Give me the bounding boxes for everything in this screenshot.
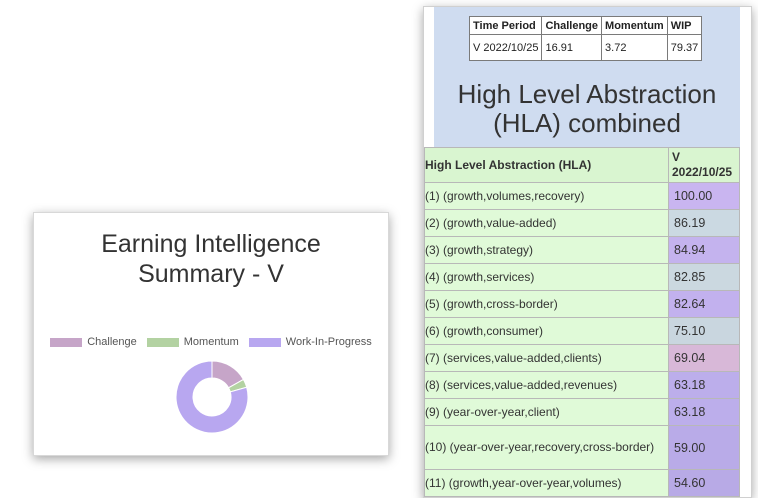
header-challenge: Challenge — [542, 17, 602, 35]
hla-row-name: (4) (growth,services) — [425, 264, 669, 291]
hla-row-name: (11) (growth,year-over-year,volumes) — [425, 470, 669, 497]
hla-row — [425, 237, 740, 264]
legend-swatch-wip — [249, 338, 281, 347]
hla-row — [425, 399, 740, 426]
hla-row — [425, 470, 740, 497]
hla-row — [425, 372, 740, 399]
hla-title — [434, 80, 740, 138]
legend-item-momentum[interactable] — [147, 336, 239, 348]
hla-table-header-row — [425, 148, 740, 183]
time-period-row — [470, 35, 702, 61]
hla-table-body — [425, 183, 740, 497]
hla-row-value: 100.00 — [669, 183, 740, 210]
hla-row-value: 82.85 — [669, 264, 740, 291]
time-period-header-row — [470, 17, 702, 35]
hla-row — [425, 210, 740, 237]
cell-momentum: 3.72 — [602, 35, 668, 61]
date-header-line1: V — [672, 150, 681, 164]
hla-row-name: (7) (services,value-added,clients) — [425, 345, 669, 372]
legend-label-momentum: Momentum — [183, 336, 239, 348]
hla-row-value: 63.18 — [669, 399, 740, 426]
hla-row-name: (10) (year-over-year,recovery,cross-border) — [425, 426, 669, 470]
hla-row-value: 69.04 — [669, 345, 740, 372]
hla-row-name: (3) (growth,strategy) — [425, 237, 669, 264]
hla-row-value: 54.60 — [669, 470, 740, 497]
chart-legend — [34, 336, 388, 348]
hla-row-value: 59.00 — [669, 426, 740, 470]
hla-row-value: 82.64 — [669, 291, 740, 318]
hla-row-name: (5) (growth,cross-border) — [425, 291, 669, 318]
hla-row — [425, 426, 740, 470]
legend-label-challenge: Challenge — [87, 336, 137, 348]
hla-row-value: 63.18 — [669, 372, 740, 399]
hla-row-name: (8) (services,value-added,revenues) — [425, 372, 669, 399]
hla-row-value: 84.94 — [669, 237, 740, 264]
hla-column-header: High Level Abstraction (HLA) — [425, 148, 669, 183]
time-period-table — [469, 16, 702, 61]
hla-row-name: (2) (growth,value-added) — [425, 210, 669, 237]
legend-swatch-challenge — [50, 338, 82, 347]
header-wip: WIP — [667, 17, 702, 35]
header-time-period: Time Period — [470, 17, 542, 35]
donut-chart — [174, 359, 250, 435]
hla-row-value: 75.10 — [669, 318, 740, 345]
cell-challenge: 16.91 — [542, 35, 602, 61]
summary-title-line1: Earning Intelligence — [101, 230, 321, 258]
cell-wip: 79.37 — [667, 35, 702, 61]
earning-intelligence-card — [33, 212, 389, 456]
hla-row — [425, 291, 740, 318]
hla-row — [425, 264, 740, 291]
hla-row — [425, 318, 740, 345]
date-header-line2: 2022/10/25 — [672, 165, 733, 179]
hla-title-line2: (HLA) combined — [493, 108, 681, 138]
hla-title-line1: High Level Abstraction — [457, 79, 717, 109]
hla-row-name: (6) (growth,consumer) — [425, 318, 669, 345]
hla-table — [424, 147, 740, 497]
hla-row-name: (1) (growth,volumes,recovery) — [425, 183, 669, 210]
hla-row-value: 86.19 — [669, 210, 740, 237]
date-column-header — [669, 148, 740, 183]
legend-label-wip: Work-In-Progress — [285, 336, 372, 348]
hla-row — [425, 183, 740, 210]
legend-item-challenge[interactable] — [50, 336, 137, 348]
hla-row — [425, 345, 740, 372]
cell-time-period: V 2022/10/25 — [470, 35, 542, 61]
legend-swatch-momentum — [147, 338, 179, 347]
summary-title-line2: Summary - V — [138, 260, 284, 288]
hla-row-name: (9) (year-over-year,client) — [425, 399, 669, 426]
header-momentum: Momentum — [602, 17, 668, 35]
summary-title — [34, 229, 388, 289]
hla-card — [423, 6, 752, 498]
legend-item-wip[interactable] — [249, 336, 372, 348]
